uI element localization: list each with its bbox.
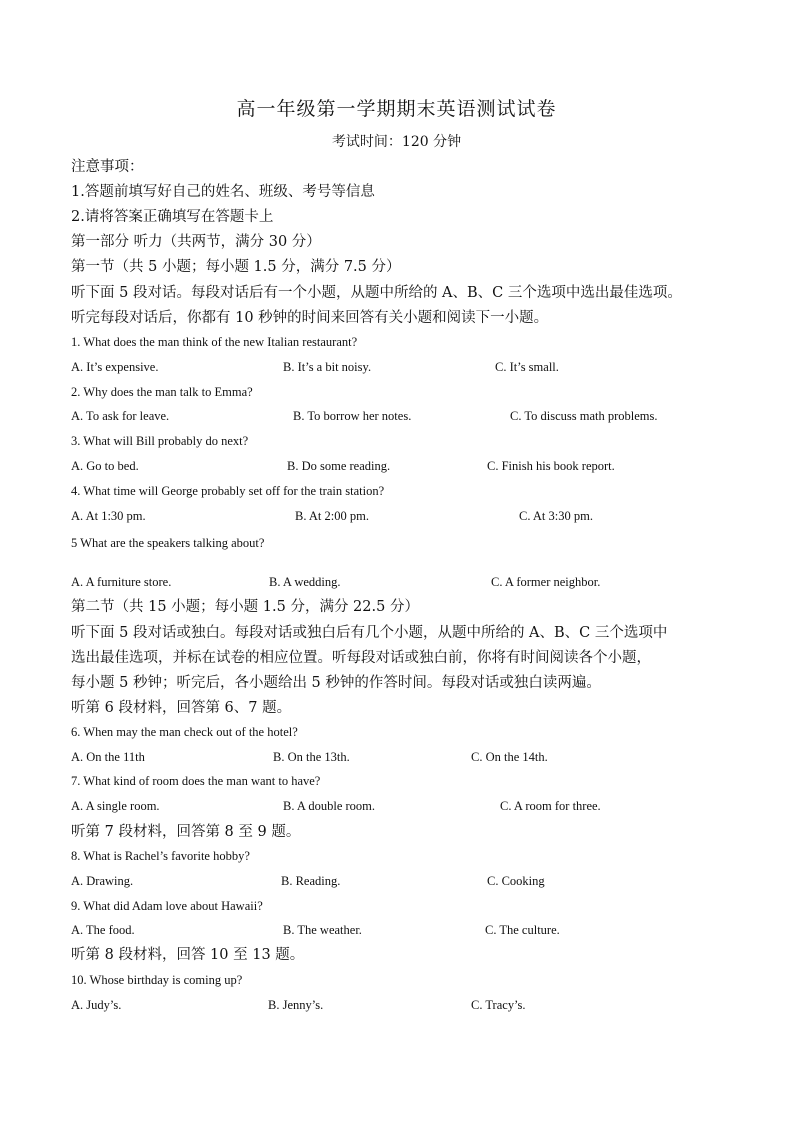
question-1-option-c: C. It’s small. xyxy=(495,360,559,374)
section1-heading: 第一节（共 5 小题；每小题 1.5 分，满分 7.5 分） xyxy=(71,259,401,275)
question-10-option-c: C. Tracy’s. xyxy=(471,998,526,1012)
section2-instructions-line1: 听下面 5 段对话或独白。每段对话或独白后有几个小题，从题中所给的 A、B、C 三个选项中 xyxy=(71,625,668,641)
question-3-option-a: A. Go to bed. xyxy=(71,459,139,473)
section2-instructions-line2: 选出最佳选项，并标在试卷的相应位置。听每段对话或独白前，你将有时间阅读各个小题， xyxy=(71,650,651,666)
question-4: 4. What time will George probably set off for the train station? xyxy=(71,484,385,498)
section1-instructions-line2: 听完每段对话后，你都有 10 秒钟的时间来回答有关小题和阅读下一小题。 xyxy=(71,310,549,326)
question-7-option-b: B. A double room. xyxy=(283,799,376,813)
question-4-option-c: C. At 3:30 pm. xyxy=(519,509,593,523)
section1-instructions-line1: 听下面 5 段对话。每段对话后有一个小题，从题中所给的 A、B、C 三个选项中选出最佳选项。 xyxy=(71,285,682,301)
exam-time: 考试时间：120 分钟 xyxy=(331,134,462,150)
question-7-option-c: C. A room for three. xyxy=(500,799,601,813)
question-5-option-b: B. A wedding. xyxy=(269,575,341,589)
question-2-option-a: A. To ask for leave. xyxy=(71,409,170,423)
section2-instructions-line3: 每小题 5 秒钟；听完后，各小题给出 5 秒钟的作答时间。每段对话或独白读两遍。 xyxy=(71,675,601,691)
question-10-option-b: B. Jenny’s. xyxy=(268,998,324,1012)
part1-heading: 第一部分 听力（共两节，满分 30 分） xyxy=(71,234,321,250)
question-8-option-c: C. Cooking xyxy=(487,874,545,888)
question-4-option-b: B. At 2:00 pm. xyxy=(295,509,369,523)
question-1: 1. What does the man think of the new Italian restaurant? xyxy=(71,335,358,349)
question-2: 2. Why does the man talk to Emma? xyxy=(71,385,253,399)
question-9-option-b: B. The weather. xyxy=(283,923,362,937)
question-7-option-a: A. A single room. xyxy=(71,799,160,813)
question-8-option-b: B. Reading. xyxy=(281,874,341,888)
question-5-option-c: C. A former neighbor. xyxy=(491,575,601,589)
question-10-option-a: A. Judy’s. xyxy=(71,998,122,1012)
exam-title: 高一年级第一学期期末英语测试试卷 xyxy=(236,98,557,120)
question-5-option-a: A. A furniture store. xyxy=(71,575,172,589)
question-6-option-b: B. On the 13th. xyxy=(273,750,350,764)
question-4-option-a: A. At 1:30 pm. xyxy=(71,509,146,523)
question-3-option-c: C. Finish his book report. xyxy=(487,459,615,473)
question-6: 6. When may the man check out of the hotel? xyxy=(71,725,298,739)
question-3-option-b: B. Do some reading. xyxy=(287,459,391,473)
question-1-option-b: B. It’s a bit noisy. xyxy=(283,360,372,374)
question-9-option-a: A. The food. xyxy=(71,923,135,937)
material-6-heading: 听第 6 段材料，回答第 6、7 题。 xyxy=(71,700,292,716)
question-2-option-c: C. To discuss math problems. xyxy=(510,409,658,423)
question-8: 8. What is Rachel’s favorite hobby? xyxy=(71,849,250,863)
question-6-option-c: C. On the 14th. xyxy=(471,750,548,764)
notes-heading: 注意事项： xyxy=(71,159,144,175)
question-8-option-a: A. Drawing. xyxy=(71,874,134,888)
question-5: 5 What are the speakers talking about? xyxy=(71,536,265,550)
notes-item-1: 1.答题前填写好自己的姓名、班级、考号等信息 xyxy=(71,184,375,200)
question-6-option-a: A. On the 11th xyxy=(71,750,145,764)
question-1-option-a: A. It’s expensive. xyxy=(71,360,159,374)
section2-heading: 第二节（共 15 小题；每小题 1.5 分，满分 22.5 分） xyxy=(71,599,419,615)
material-8-heading: 听第 8 段材料，回答 10 至 13 题。 xyxy=(71,947,305,963)
question-7: 7. What kind of room does the man want to have? xyxy=(71,774,321,788)
question-3: 3. What will Bill probably do next? xyxy=(71,434,249,448)
question-2-option-b: B. To borrow her notes. xyxy=(293,409,412,423)
question-10: 10. Whose birthday is coming up? xyxy=(71,973,243,987)
material-7-heading: 听第 7 段材料，回答第 8 至 9 题。 xyxy=(71,824,301,840)
question-9: 9. What did Adam love about Hawaii? xyxy=(71,899,263,913)
question-9-option-c: C. The culture. xyxy=(485,923,560,937)
notes-item-2: 2.请将答案正确填写在答题卡上 xyxy=(71,209,274,225)
